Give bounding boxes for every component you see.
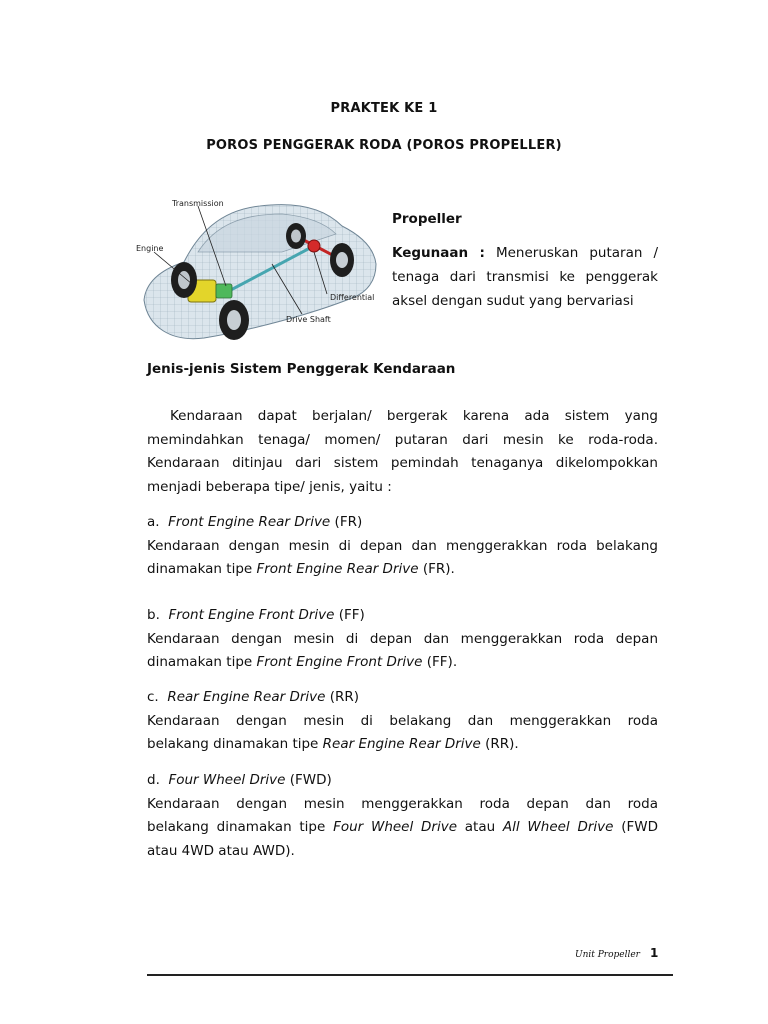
label-engine: Engine — [136, 244, 164, 253]
intro-paragraph: Kendaraan dapat berjalan/ bergerak karena ada sistem yang memindahkan tenaga/ momen/ putaran dari mesin ke roda-roda. Kendaraan ditinjau dari sistem pemindah tenaganya dikelompokkan menjadi beberapa tipe/ jenis, yaitu : — [147, 408, 658, 495]
usage-label: Kegunaan : — [392, 245, 485, 261]
usage-text-3: aksel dengan sudut yang bervariasi — [392, 293, 634, 309]
usage-text-2: tenaga dari transmisi ke penggerak — [392, 269, 658, 285]
transmission-unit — [216, 284, 232, 298]
label-transmission: Transmission — [172, 199, 224, 208]
label-drive-shaft: Drive Shaft — [286, 315, 331, 324]
usage-text-1: Meneruskan putaran / — [495, 245, 658, 261]
drive-type-item: c. Rear Engine Rear Drive (RR) Kendaraan dengan mesin di belakang dan menggerakkan roda belakang dinamakan tipe Rear Engine Rear Drive (RR). — [147, 689, 658, 752]
footer-unit-label: Unit Propeller — [575, 950, 640, 960]
car-drivetrain-illustration — [132, 192, 382, 352]
page-number: 1 — [650, 946, 659, 960]
drive-type-name: Four Wheel Drive — [168, 772, 286, 788]
page-title: POROS PENGGERAK RODA (POROS PROPELLER) — [206, 138, 562, 153]
differential-gear — [308, 240, 320, 252]
drive-type-name: Rear Engine Rear Drive — [167, 689, 326, 705]
drive-type-name: Front Engine Front Drive — [168, 607, 335, 623]
label-differential: Differential — [330, 293, 375, 302]
practice-number: PRAKTEK KE 1 — [330, 101, 438, 116]
propeller-usage — [392, 241, 658, 313]
drive-type-item: a. Front Engine Rear Drive (FR) Kendaraan dengan mesin di depan dan menggerakkan roda belakang dinamakan tipe Front Engine Rear Drive (FR). — [147, 514, 658, 577]
propeller-heading: Propeller — [392, 211, 462, 227]
section-heading: Jenis-jenis Sistem Penggerak Kendaraan — [147, 361, 456, 377]
drive-type-item: b. Front Engine Front Drive (FF) Kendaraan dengan mesin di depan dan menggerakkan roda depan dinamakan tipe Front Engine Front Drive (FF). — [147, 607, 658, 670]
drive-type-name: Front Engine Rear Drive — [168, 514, 331, 530]
drive-type-item: d. Four Wheel Drive (FWD) Kendaraan dengan mesin menggerakkan roda depan dan roda belakang dinamakan tipe Four Wheel Drive atau All Wheel Drive (FWD atau 4WD atau AWD). — [147, 772, 658, 859]
footer-divider — [147, 974, 673, 976]
